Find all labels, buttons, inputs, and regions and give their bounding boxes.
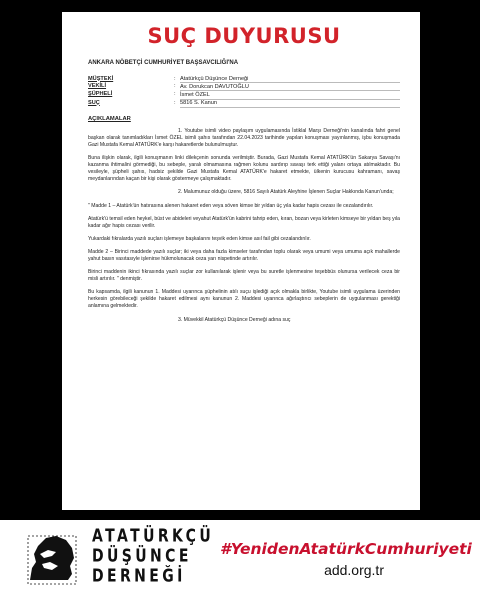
field-value: İsmet ÖZEL — [180, 91, 400, 99]
paragraph-9: Bu kapsamda, ilgili kanunun 1. Maddesi uyarınca şüphelinin atılı suçu işlediği açık olmakla birlikte, Youtube isimli uygulama üzerinden herkesin görebileceği şekilde hakaret edilmesi aynı kanunun 2. Maddesi uyarınca ağırlaştırıcı sebeplerin de uygulanması gerektiği anlamına gelmektedir. — [88, 289, 400, 310]
field-value: 5816 S. Kanun — [180, 99, 400, 107]
party-fields — [88, 75, 400, 108]
field-row-crime — [88, 99, 400, 107]
field-label: VEKİLİ — [88, 83, 107, 90]
document-title: SUÇ DUYURUSU — [147, 24, 341, 48]
paragraph-3: 2. Malumunuz olduğu üzere, 5816 Sayılı Atatürk Aleyhine İşlenen Suçlar Hakkında Kanun'unda; — [178, 189, 394, 196]
paragraph-8: Birinci maddenin ikinci fıkrasında yazılı suçlar zor kullanılarak işlenir veya bu suretle işlenmesine teşebbüs olunursa verilecek ceza bir misli artırılır. " denmiştir. — [88, 269, 400, 283]
field-value: Atatürkçü Düşünce Derneği — [180, 75, 400, 83]
paragraph-10: 3. Müvekkil Atatürkçü Düşünce Derneği adına suç — [178, 316, 291, 323]
section-heading: AÇIKLAMALAR — [88, 115, 131, 122]
field-label: MÜŞTEKİ — [88, 75, 114, 82]
paragraph-5: Atatürk'ü temsil eden heykel, büst ve abideleri veyahut Atatürk'ün kabrini tahrip eden, kıran, bozan veya kirleten kimseye bir yıldan beş yıla kadar ağır hapis cezası verilir. — [88, 215, 400, 229]
field-value: Av. Dorukcan DAVUTOĞLU — [180, 83, 400, 91]
paragraph-6: Yukardaki fıkralarda yazılı suçları işlemeye başkalarını teşvik eden kimse asıl fail gibi cezalandırılır. — [88, 235, 311, 242]
field-label: SUÇ — [88, 99, 100, 106]
field-separator: : — [174, 75, 176, 82]
field-row-suspect — [88, 91, 400, 99]
field-separator: : — [174, 99, 176, 106]
website-link[interactable]: add.org.tr — [324, 562, 384, 578]
wordmark-line-1: ATATÜRKÇÜ — [92, 526, 215, 547]
association-wordmark — [92, 524, 215, 594]
wordmark-line-2: DÜŞÜNCE — [92, 546, 192, 567]
paragraph-7: Madde 2 – Birinci maddede yazılı suçlar; iki veya daha fazla kimseler tarafından toplu olarak veya umumi veya umuma açık mahallerde yahut basın vasıtasıyle işlenirse hükmolunacak ceza yarı nispetinde artırılır. — [88, 248, 400, 262]
field-row-complainant — [88, 75, 400, 83]
field-separator: : — [174, 91, 176, 98]
field-label: ŞÜPHELİ — [88, 91, 113, 98]
document-page — [62, 12, 420, 510]
wordmark-line-3: DERNEĞİ — [92, 566, 186, 587]
paragraph-4: " Madde 1 – Atatürk'ün hatırasına alenen hakaret eden veya söven kimse bir yıldan üç yıla kadar hapis cezası ile cezalandırılır. — [88, 202, 374, 209]
paragraph-1: 1. Youtube isimli video paylaşım uygulamasında İstiklal Marşı Derneği'nin kanalında fahri genel başkan olarak tanımladıkları İsmet ÖZEL isimli şahıs tarafından 22.04.2023 tarihinde yapılan konuşması yayınlanmış, işbu konuşmada Gazi Mustafa Kemal ATATÜRK'e karşı hakaretlerde bulunulmuştur. — [88, 127, 400, 148]
paragraph-2: Buna ilişkin olarak, ilgili konuşmanın linki dilekçenin sonunda verilmiştir. Burada, Gazi Mustafa Kemal ATATÜRK'ün Sakarya Savaşı'nı kazanma ihtimalini görmediği, bu sebeple, yaralı olmamasına rağmen kolunu sardırıp savaşı terk ettiği yalanı ortaya atılmaktadır. Bu vesileyle, şüpheli şahıs, hadsiz şekilde Gazi Mustafa Kemal ATATÜRK'e hakaret etmekte, ülkenin kurucusu kahramanı, savaş meydanlarından kaçan bir kişi olarak göstermeye çalışmaktadır. — [88, 155, 400, 183]
campaign-hashtag: #YenidenAtatürkCumhuriyeti — [220, 540, 472, 558]
field-separator: : — [174, 83, 176, 90]
recipient-line: ANKARA NÖBETÇİ CUMHURİYET BAŞSAVCILIĞI'NA — [88, 60, 239, 66]
field-row-attorney — [88, 83, 400, 91]
ataturk-silhouette-logo-icon — [22, 528, 82, 588]
